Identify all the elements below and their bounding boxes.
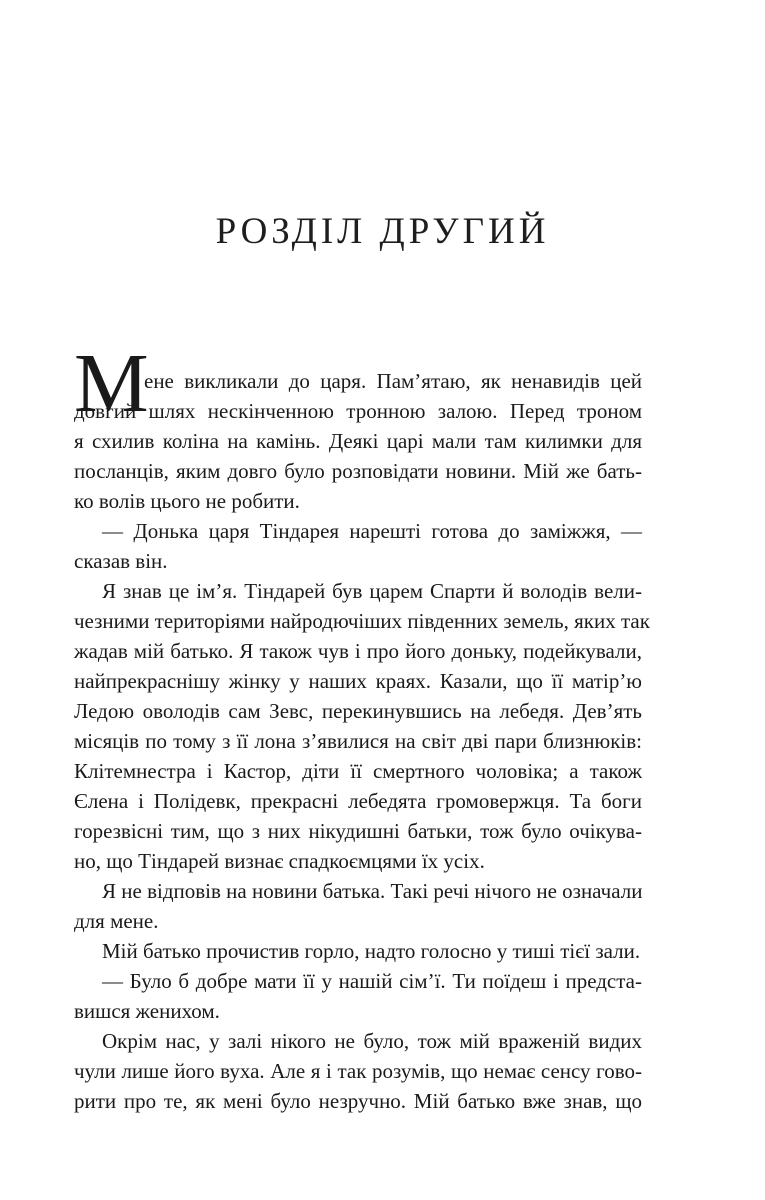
text-line: жадав мій батько. Я також чув і про його доньку, подейкували, [74,639,642,663]
paragraph-7 [74,1026,642,1116]
text-line: довгий шлях нескінченною тронною залою. Перед троном [74,399,642,423]
text-line: чули лише його вуха. Але я і так розумів, що немає сенсу гово- [74,1059,642,1083]
text-line: Клітемнестра і Кастор, діти її смертного чоловіка; а також [74,759,642,783]
chapter-title: РОЗДІЛ ДРУГИЙ [215,211,550,252]
text-line: Єлена і Полідевк, прекрасні лебедята громовержця. Та боги [74,789,642,813]
text-line: Ледою оволодів сам Зевс, перекинувшись на лебедя. Дев’ять [74,699,642,723]
text-line: рити про те, як мені було незручно. Мій батько вже знав, що [74,1089,642,1113]
paragraph-6 [74,966,642,1026]
text-line: Я не відповів на новини батька. Такі речі нічого не означали [102,879,643,903]
text-line: я схилив коліна на камінь. Деякі царі мали там килимки для [74,429,642,453]
text-line: ко волів цього не робити. [74,489,300,513]
text-line: — Донька царя Тіндарея нарешті готова до заміжжя, — [102,519,642,543]
text-line: чезними територіями найродючіших південних земель, яких так [74,609,650,633]
text-line: но, що Тіндарей визнає спадкоємцями їх усіх. [74,849,485,873]
text-line: вишся женихом. [74,999,220,1023]
paragraph-1 [74,337,642,516]
text-line: — Було б добре мати її у нашій сім’ї. Ти поїдеш і предста- [102,969,642,993]
text-line: найпрекраснішу жінку у наших краях. Казали, що її матір’ю [74,669,642,693]
body-text [74,337,650,1116]
text-line: ене викликали до царя. Пам’ятаю, як ненавидів цей [144,369,642,393]
text-line: посланців, яким довго було розповідати новини. Мій же бать- [74,459,642,483]
drop-cap: М [74,337,149,430]
text-line: Мій батько прочистив горло, надто голосно у тиші тієї зали. [102,939,641,963]
paragraph-3 [74,576,650,876]
text-line: горезвісні тим, що з них нікудишні батьки, тож було очікува- [74,819,642,843]
text-line: для мене. [74,909,159,933]
text-line: місяців по тому з її лона з’явилися на світ дві пари близнюків: [74,729,642,753]
text-line: сказав він. [74,549,168,573]
paragraph-4 [74,876,642,936]
text-line: Я знав це ім’я. Тіндарей був царем Спарти й володів вели- [102,579,642,603]
text-line: Окрім нас, у залі нікого не було, тож мій враженій видих [102,1029,642,1053]
paragraph-5 [74,936,642,966]
paragraph-2 [74,516,642,576]
